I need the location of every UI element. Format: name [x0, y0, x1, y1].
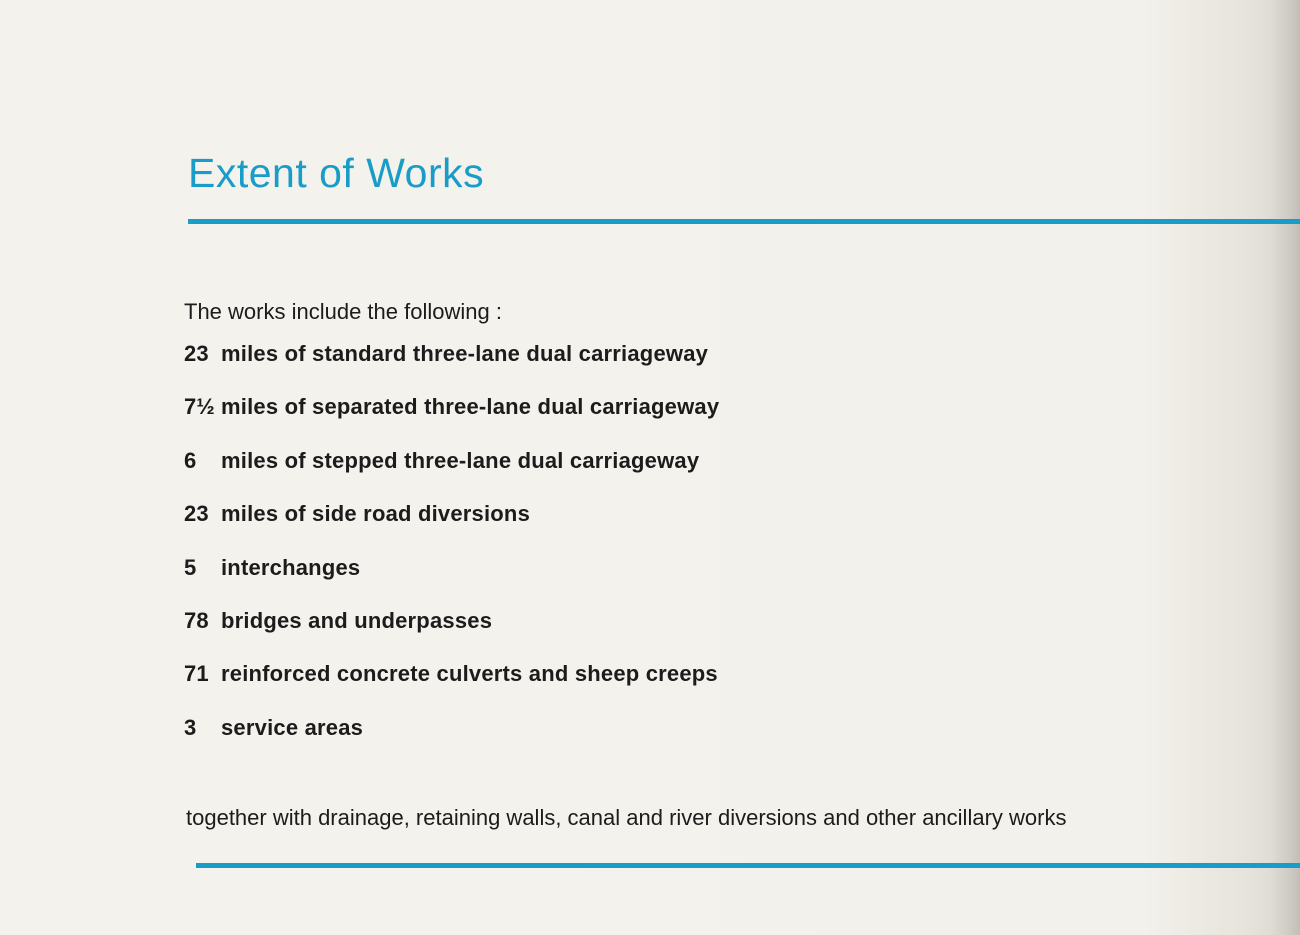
item-quantity: 7½ — [184, 394, 215, 420]
item-quantity: 23 — [184, 501, 209, 527]
item-description: service areas — [221, 714, 364, 740]
list-item — [184, 715, 719, 768]
intro-text: The works include the following : — [184, 299, 502, 324]
list-item — [184, 448, 719, 501]
list-item — [184, 341, 719, 394]
page-spine-shadow — [1270, 0, 1300, 935]
list-item — [184, 394, 719, 447]
item-description: miles of separated three-lane dual carriageway — [221, 394, 720, 420]
item-quantity: 3 — [184, 714, 197, 740]
works-list — [184, 341, 719, 768]
list-item — [184, 501, 719, 554]
item-description: miles of standard three-lane dual carriageway — [221, 341, 709, 366]
item-quantity: 6 — [184, 447, 197, 473]
bottom-divider — [196, 863, 1300, 868]
item-quantity: 5 — [184, 554, 197, 580]
item-description: bridges and underpasses — [221, 607, 493, 633]
item-quantity: 23 — [184, 341, 209, 366]
item-description: interchanges — [221, 554, 361, 580]
footer-note: together with drainage, retaining walls, canal and river diversions and other ancillary works — [186, 805, 1067, 830]
item-quantity: 78 — [184, 607, 209, 633]
item-description: reinforced concrete culverts and sheep creeps — [221, 661, 718, 687]
list-item — [184, 555, 719, 608]
list-item — [184, 608, 719, 661]
list-item — [184, 661, 719, 714]
item-description: miles of stepped three-lane dual carriageway — [221, 447, 700, 473]
item-quantity: 71 — [184, 661, 209, 687]
item-description: miles of side road diversions — [221, 501, 531, 527]
page-title: Extent of Works — [188, 150, 485, 197]
top-divider — [188, 219, 1300, 224]
